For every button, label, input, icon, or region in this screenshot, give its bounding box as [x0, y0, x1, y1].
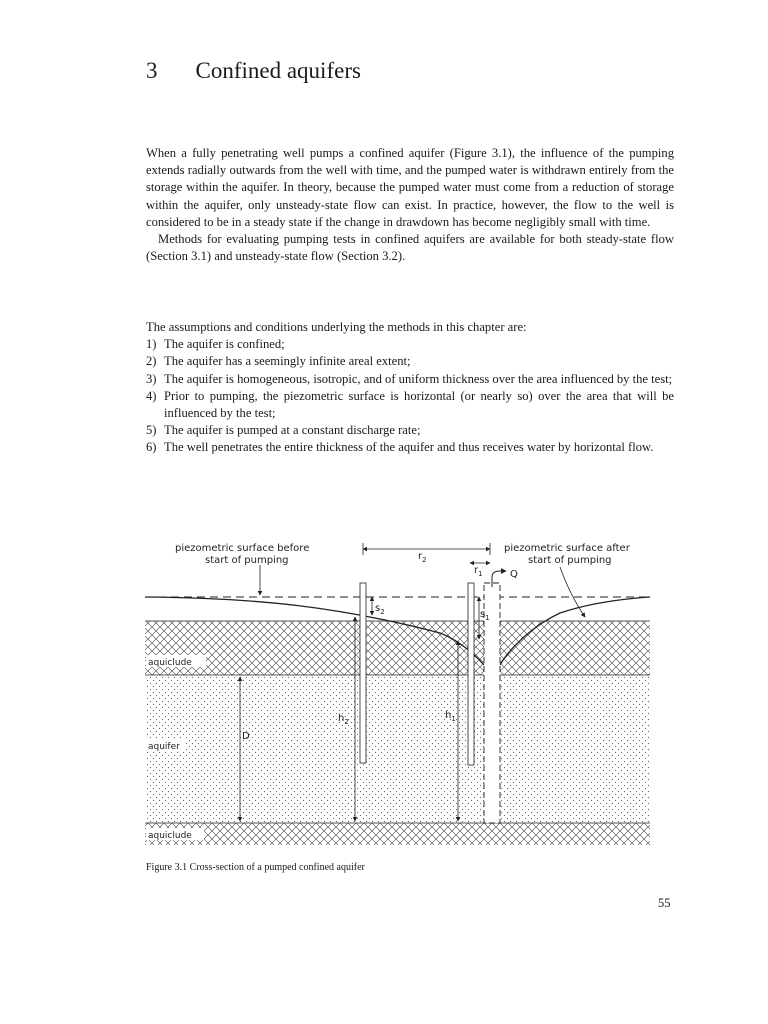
aquifer-cross-section-figure	[140, 535, 660, 855]
list-item	[146, 353, 674, 370]
list-item	[146, 336, 674, 353]
list-item-number: 3)	[146, 371, 157, 386]
observation-well-2	[360, 583, 366, 763]
label-r2: $r_2$	[418, 551, 427, 564]
label-D: D	[242, 731, 250, 742]
label-s1: $s_1$	[480, 609, 490, 622]
chapter-number: 3	[146, 58, 158, 83]
list-item-text: The aquifer is confined;	[164, 337, 285, 352]
page-number: 55	[658, 896, 671, 910]
label-r1: $r_1$	[474, 565, 483, 578]
list-item-number: 2)	[146, 354, 157, 369]
label-aquiclude-top: aquiclude	[148, 658, 192, 668]
label-after-line-2: start of pumping	[528, 555, 612, 566]
label-s2: $s_2$	[375, 603, 385, 616]
aquifer-layer	[145, 675, 650, 823]
observation-well-1	[468, 583, 474, 765]
aquiclude-top-layer	[145, 621, 650, 675]
list-item-text: The aquifer is homogeneous, isotropic, and of uniform thickness over the area influenced by the test;	[164, 371, 673, 386]
list-item	[146, 371, 674, 388]
conditions-intro: The assumptions and conditions underlying the methods in this chapter are:	[146, 320, 527, 334]
list-item	[146, 388, 674, 422]
intro-section	[146, 145, 674, 265]
list-item-text: Prior to pumping, the piezometric surface is horizontal (or nearly so) over the area that will be influenced by the test;	[164, 388, 674, 421]
list-item	[146, 422, 674, 439]
list-item-number: 6)	[146, 440, 157, 455]
figure-caption: Figure 3.1 Cross-section of a pumped confined aquifer	[146, 862, 365, 873]
label-h1: $h_1$	[445, 710, 456, 723]
list-item-number: 5)	[146, 423, 157, 438]
conditions-list	[146, 336, 674, 456]
list-item	[146, 439, 674, 456]
list-item-text: The aquifer is pumped at a constant discharge rate;	[164, 423, 421, 438]
conditions-section	[146, 319, 674, 457]
list-item-number: 4)	[146, 388, 157, 403]
label-before-line-1: piezometric surface before	[175, 543, 310, 554]
label-aquiclude-bottom: aquiclude	[148, 831, 192, 841]
chapter-title: Confined aquifers	[195, 58, 361, 83]
label-h2: $h_2$	[338, 713, 349, 726]
intro-paragraph-2: Methods for evaluating pumping tests in confined aquifers are available for both steady-state flow (Section 3.1) and unsteady-state flow (Section 3.2).	[146, 232, 674, 264]
label-before-line-2: start of pumping	[205, 555, 289, 566]
label-after-line-1: piezometric surface after	[504, 543, 630, 554]
label-Q: Q	[510, 569, 518, 580]
intro-paragraph-1: When a fully penetrating well pumps a confined aquifer (Figure 3.1), the influence of the pumping extends radially outwards from the well with time, and the pumped water is withdrawn entirely from the storage within the aquifer. In theory, because the pumped water must come from a reduction of storage within the aquifer, only unsteady-state flow can exist. In practice, however, the flow to the well is considered to be in a steady state if the change in drawdown has become negligibly small with time.	[146, 146, 674, 229]
chapter-heading	[146, 58, 361, 84]
list-item-number: 1)	[146, 337, 157, 352]
list-item-text: The well penetrates the entire thickness of the aquifer and thus receives water by horizontal flow.	[164, 440, 654, 455]
aquiclude-bottom-layer	[145, 823, 650, 845]
list-item-text: The aquifer has a seemingly infinite areal extent;	[164, 354, 411, 369]
label-aquifer: aquifer	[148, 742, 180, 752]
